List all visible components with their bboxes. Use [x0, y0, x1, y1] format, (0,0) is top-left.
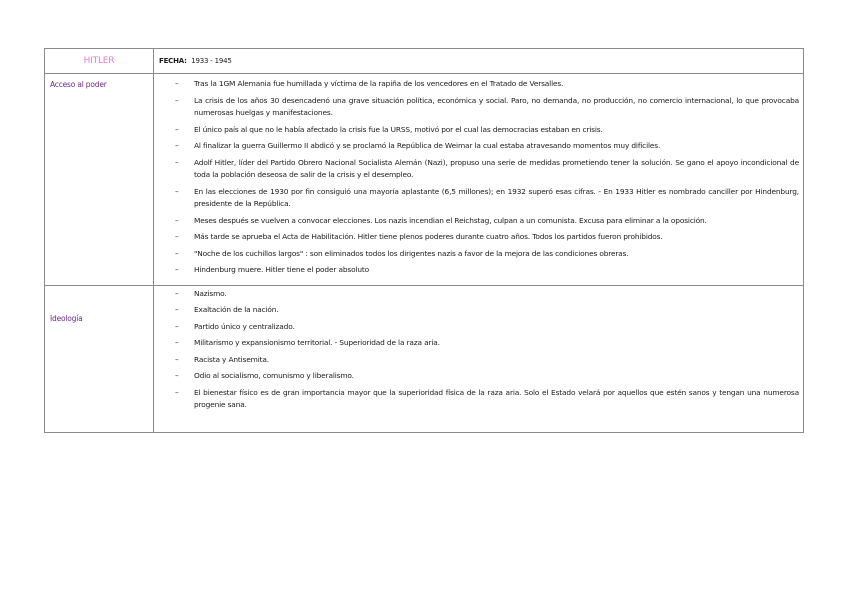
- list-item: – Al finalizar la guerra Guillermo II abdicó y se proclamó la República de Weimar la cual estaba atravesando momentos muy difíciles.: [154, 140, 799, 153]
- list-item: – El único país al que no le había afectado la crisis fue la URSS, motivó por el cual las democracias estaban en crisis.: [154, 124, 799, 137]
- section-label-ideologia: Ideología: [50, 313, 83, 323]
- list-item: – Tras la 1GM Alemania fue humillada y víctima de la rapiña de los vencedores en el Tratado de Versalles.: [154, 78, 799, 91]
- section-label-acceso: Acceso al poder: [50, 80, 107, 89]
- title-cell: [45, 49, 154, 74]
- list-item: – Nazismo.: [154, 288, 799, 301]
- list-item: – "Noche de los cuchillos largos" : son eliminados todos los dirigentes nazis a favor de la mejora de las condiciones obreras.: [154, 248, 799, 261]
- list-item: – Hindenburg muere. Hitler tiene el poder absoluto: [154, 264, 799, 277]
- date-label: FECHA:: [159, 57, 187, 65]
- list-item: – Meses después se vuelven a convocar elecciones. Los nazis incendian el Reichstag, culpan a un comunista. Excusa para eliminar a la oposición.: [154, 215, 799, 228]
- date-value: 1933 - 1945: [191, 57, 232, 65]
- list-item: – La crisis de los años 30 desencadenó una grave situación política, económica y social. Paro, no demanda, no producción, no comercio internacional, lo que provocaba numerosas huelgas y manifestaciones.: [154, 95, 799, 120]
- list-item: – El bienestar físico es de gran importancia mayor que la superioridad física de la raza aria. Solo el Estado velará por aquellos que estén sanos y tengan una numerosa progenie sana.: [154, 387, 799, 412]
- list-item: – Militarismo y expansionismo territorial. - Superioridad de la raza aria.: [154, 337, 799, 350]
- date-line: [154, 49, 803, 65]
- document-table: [44, 48, 804, 433]
- ideologia-list: [154, 286, 803, 432]
- list-item: – Más tarde se aprueba el Acta de Habilitación. Hitler tiene plenos poderes durante cuatro años. Todos los partidos fueron prohibidos.: [154, 231, 799, 244]
- acceso-list: [154, 74, 803, 285]
- list-item: – Partido único y centralizado.: [154, 321, 799, 334]
- date-cell: [154, 49, 804, 74]
- list-item: – Exaltación de la nación.: [154, 304, 799, 317]
- section-content-cell: [154, 285, 804, 432]
- section-row-acceso: [45, 74, 804, 286]
- document-title: HITLER: [83, 56, 115, 66]
- list-item: – Racista y Antisemita.: [154, 354, 799, 367]
- list-item: – Adolf Hitler, líder del Partido Obrero Nacional Socialista Alemán (Nazi), propuso una serie de medidas prometiendo tener la solución. Se gano el apoyo incondicional de toda la población deseosa de salir de la crisis y el desempleo.: [154, 157, 799, 182]
- section-label-cell: [45, 74, 154, 286]
- header-row: [45, 49, 804, 74]
- list-item: – En las elecciones de 1930 por fin consiguió una mayoría aplastante (6,5 millones); en 1932 superó esas cifras. - En 1933 Hitler es nombrado canciller por Hindenburg, presidente de la República.: [154, 186, 799, 211]
- section-content-cell: [154, 74, 804, 286]
- section-label-cell: [45, 285, 154, 432]
- list-item: – Odio al socialismo, comunismo y liberalismo.: [154, 370, 799, 383]
- section-row-ideologia: [45, 285, 804, 432]
